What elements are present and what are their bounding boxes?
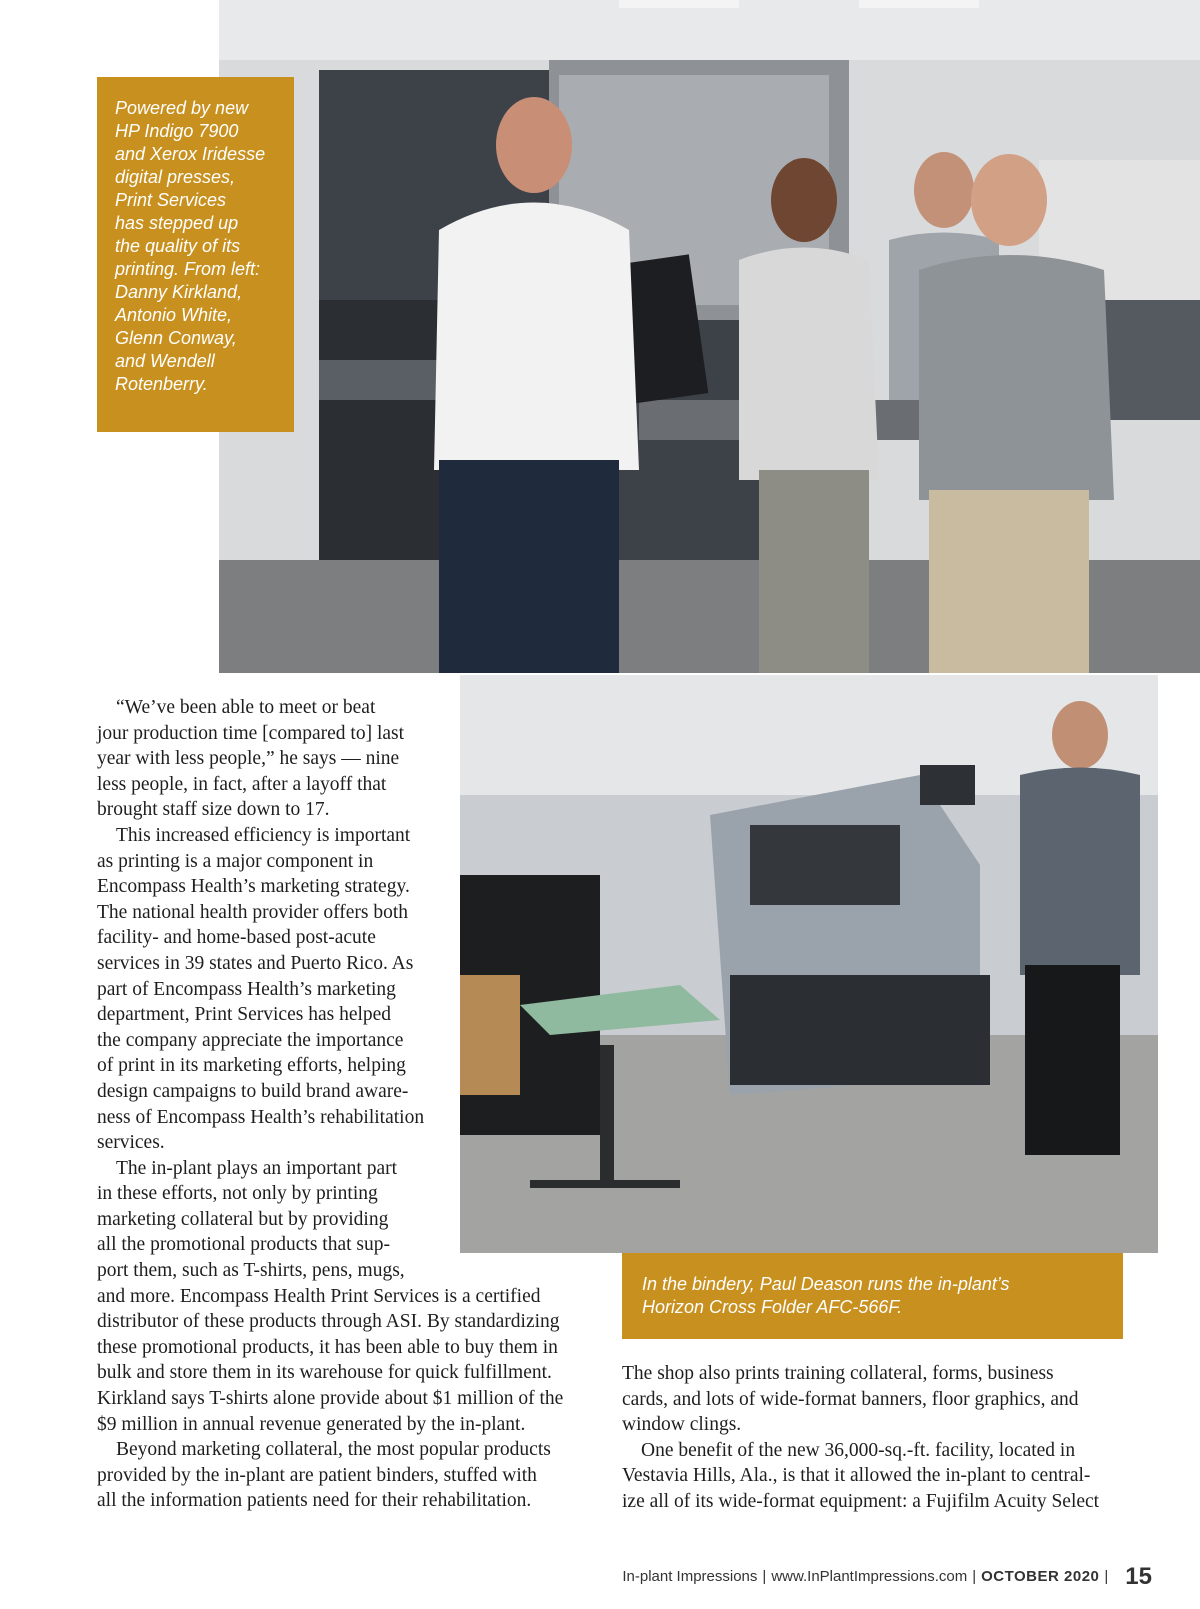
body-line: part of Encompass Health’s marketing — [97, 978, 396, 1000]
caption-line: Print Services — [115, 190, 227, 210]
caption-line: Powered by new — [115, 98, 249, 118]
article-body-left — [97, 695, 563, 1514]
body-line: brought staff size down to 17. — [97, 799, 330, 821]
footer-separator: | — [972, 1568, 977, 1585]
body-line: port them, such as T-shirts, pens, mugs, — [97, 1260, 405, 1282]
body-line: marketing collateral but by providing — [97, 1208, 389, 1230]
caption-line: Rotenberry. — [115, 374, 208, 394]
body-line: as printing is a major component in — [97, 850, 374, 872]
photo-caption-press — [97, 77, 294, 432]
photo-press-room — [219, 0, 1200, 673]
body-line: The in-plant plays an important part — [116, 1157, 398, 1179]
body-line: window clings. — [622, 1414, 742, 1436]
body-line: jour production time [compared to] last — [97, 722, 405, 744]
caption-line: and Wendell — [115, 351, 215, 371]
caption-line: digital presses, — [115, 167, 236, 187]
body-line: The national health provider offers both — [97, 901, 409, 923]
page-footer — [622, 1563, 1152, 1591]
caption-line: Antonio White, — [115, 305, 233, 325]
caption-line: has stepped up — [115, 213, 239, 233]
body-line: ize all of its wide-format equipment: a Fujifilm Acuity Select — [622, 1490, 1100, 1512]
footer-issue: OCTOBER 2020 — [981, 1568, 1100, 1585]
body-line: services in 39 states and Puerto Rico. As — [97, 952, 414, 974]
footer-separator: | — [762, 1568, 767, 1585]
body-line: bulk and store them in its warehouse for quick fulfillment. — [97, 1362, 552, 1384]
body-line: provided by the in-plant are patient binders, stuffed with — [97, 1464, 537, 1486]
caption-line: Horizon Cross Folder AFC-566F. — [642, 1297, 903, 1317]
body-line: services. — [97, 1132, 165, 1154]
body-line: $9 million in annual revenue generated by the in-plant. — [97, 1413, 526, 1435]
body-line: year with less people,” he says — nine — [97, 748, 400, 770]
body-line: Vestavia Hills, Ala., is that it allowed the in-plant to central- — [622, 1465, 1091, 1487]
body-line: Encompass Health’s marketing strategy. — [97, 876, 410, 898]
body-line: Beyond marketing collateral, the most popular products — [116, 1439, 551, 1461]
page-number: 15 — [1125, 1563, 1152, 1590]
body-line: “We’ve been able to meet or beat — [116, 697, 376, 718]
caption-line: In the bindery, Paul Deason runs the in-plant’s — [642, 1274, 1010, 1294]
photo-bindery-folder — [460, 675, 1158, 1253]
caption-line: Glenn Conway, — [115, 328, 237, 348]
body-line: facility- and home-based post-acute — [97, 927, 376, 949]
body-line: all the promotional products that sup- — [97, 1234, 390, 1256]
caption-line: Danny Kirkland, — [115, 282, 243, 302]
caption-line: printing. From left: — [115, 259, 261, 279]
body-line: The shop also prints training collateral, forms, business — [622, 1363, 1054, 1384]
body-line: distributor of these products through ASI. By standardizing — [97, 1311, 560, 1333]
footer-website: www.InPlantImpressions.com — [771, 1568, 968, 1585]
body-line: of print in its marketing efforts, helping — [97, 1055, 406, 1077]
body-line: all the information patients need for their rehabilitation. — [97, 1490, 532, 1512]
body-line: and more. Encompass Health Print Services is a certified — [97, 1285, 541, 1307]
footer-separator: | — [1104, 1568, 1109, 1585]
body-line: cards, and lots of wide-format banners, floor graphics, and — [622, 1388, 1079, 1410]
body-line: the company appreciate the importance — [97, 1029, 404, 1051]
body-line: design campaigns to build brand aware- — [97, 1080, 409, 1102]
body-line: these promotional products, it has been able to buy them in — [97, 1336, 558, 1358]
photo-caption-bindery — [622, 1253, 1123, 1339]
body-line: One benefit of the new 36,000-sq.-ft. facility, located in — [641, 1439, 1076, 1461]
body-line: Kirkland says T-shirts alone provide about $1 million of the — [97, 1388, 564, 1410]
caption-line: the quality of its — [115, 236, 241, 256]
body-line: in these efforts, not only by printing — [97, 1183, 378, 1205]
caption-line: and Xerox Iridesse — [115, 144, 266, 164]
caption-line: HP Indigo 7900 — [115, 121, 239, 141]
body-line: less people, in fact, after a layoff that — [97, 773, 387, 795]
body-line: department, Print Services has helped — [97, 1004, 392, 1026]
body-line: ness of Encompass Health’s rehabilitation — [97, 1106, 425, 1128]
article-body-right — [622, 1361, 1099, 1515]
body-line: This increased efficiency is important — [116, 824, 411, 846]
footer-publication: In-plant Impressions — [622, 1568, 758, 1585]
